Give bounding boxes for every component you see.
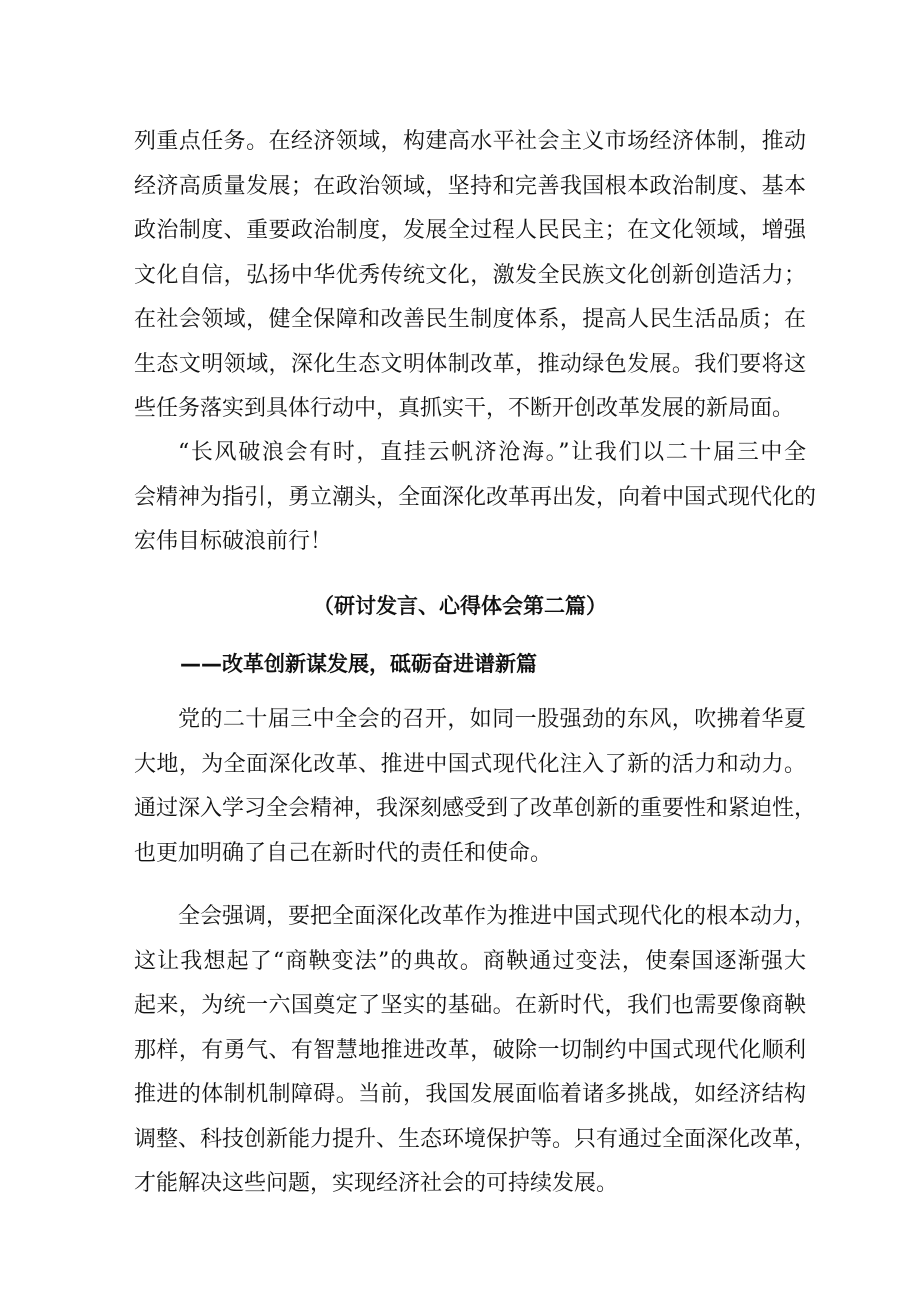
text-line: 些任务落实到具体行动中，真抓实干，不断开创改革发展的新局面。 bbox=[134, 396, 795, 421]
text-line: “长风破浪会有时，直挂云帆济沧海。”让我们以二十届三中全 bbox=[178, 440, 806, 465]
text-line: 推进的体制机制障碍。当前，我国发展面临着诸多挑战，如经济结构 bbox=[134, 1082, 806, 1107]
text-line: 文化自信，弘扬中华优秀传统文化，激发全民族文化创新创造活力； bbox=[134, 262, 806, 288]
text-line: 列重点任务。在经济领域，构建高水平社会主义市场经济体制，推动 bbox=[134, 129, 806, 154]
text-line: 全会强调，要把全面深化改革作为推进中国式现代化的根本动力， bbox=[178, 904, 817, 929]
text-line: 宏伟目标破浪前行！ bbox=[134, 529, 333, 554]
paragraph-1 bbox=[134, 120, 806, 432]
section-heading: （研讨发言、心得体会第二篇） bbox=[313, 594, 607, 618]
text-line: 大地，为全面深化改革、推进中国式现代化注入了新的活力和动力。 bbox=[134, 751, 806, 777]
text-line: 党的二十届三中全会的召开，如同一股强劲的东风，吹拂着华夏 bbox=[178, 707, 806, 732]
text-line: 这让我想起了“商鞅变法”的典故。商鞅通过变法，使秦国逐渐强大 bbox=[134, 948, 806, 974]
paragraph-3 bbox=[134, 698, 817, 876]
text-line: 调整、科技创新能力提升、生态环境保护等。只有通过全面深化改革， bbox=[134, 1126, 817, 1152]
paragraph-2 bbox=[134, 431, 817, 565]
paragraph-4 bbox=[134, 895, 817, 1207]
text-line: 起来，为统一六国奠定了坚实的基础。在新时代，我们也需要像商鞅 bbox=[134, 993, 806, 1018]
text-line: 在社会领域，健全保障和改善民生制度体系，提高人民生活品质；在 bbox=[134, 307, 806, 332]
text-line: 政治制度、重要政治制度，发展全过程人民民主；在文化领域，增强 bbox=[134, 218, 806, 243]
text-line: 会精神为指引，勇立潮头，全面深化改革再出发，向着中国式现代化的 bbox=[134, 484, 817, 510]
text-line: 生态文明领域，深化生态文明体制改革，推动绿色发展。我们要将这 bbox=[134, 351, 806, 377]
text-line: 经济高质量发展；在政治领域，坚持和完善我国根本政治制度、基本 bbox=[134, 173, 806, 199]
text-line: 那样，有勇气、有智慧地推进改革，破除一切制约中国式现代化顺利 bbox=[134, 1037, 806, 1063]
text-line: 也更加明确了自己在新时代的责任和使命。 bbox=[134, 840, 553, 866]
text-line: 才能解决这些问题，实现经济社会的可持续发展。 bbox=[134, 1171, 619, 1196]
text-line: 通过深入学习全会精神，我深刻感受到了改革创新的重要性和紧迫性， bbox=[134, 796, 817, 821]
section-subtitle: ——改革创新谋发展，砥砺奋进谱新篇 bbox=[180, 652, 537, 676]
